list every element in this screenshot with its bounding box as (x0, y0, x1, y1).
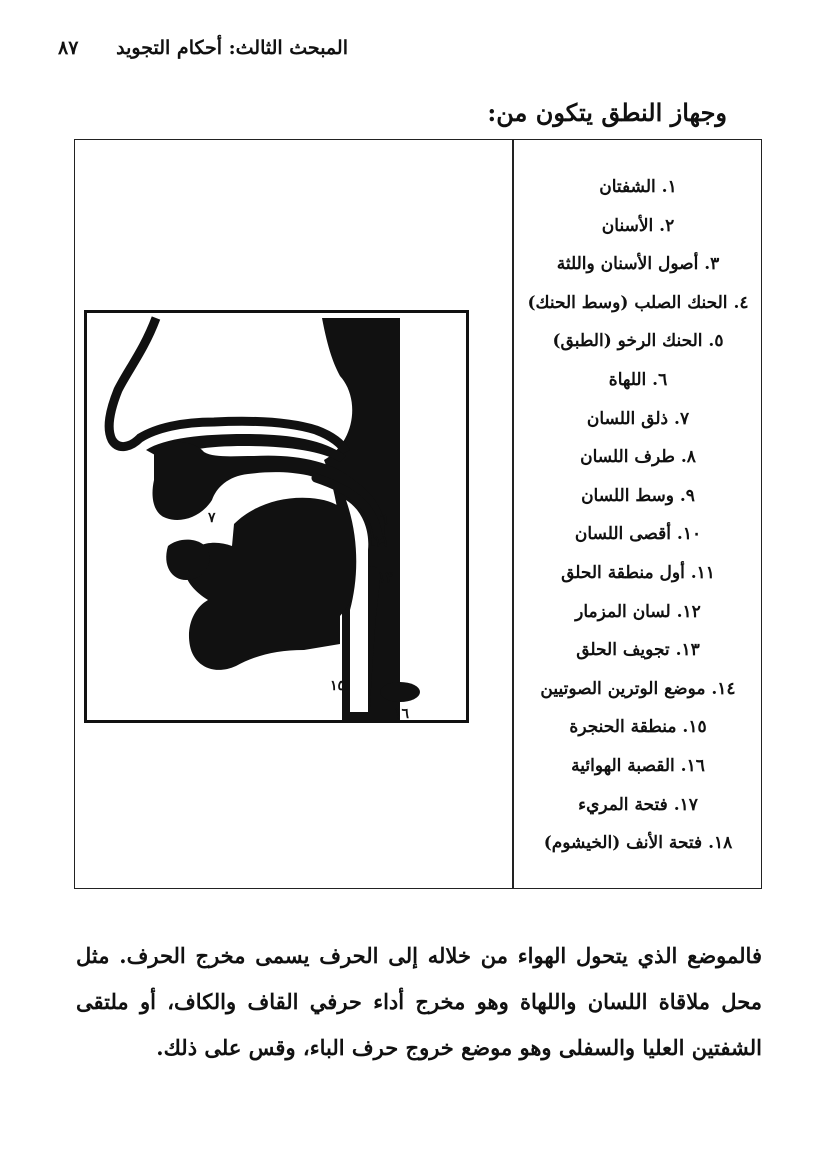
list-item: ٦. اللهاة (608, 369, 668, 390)
label-7: ٧ (208, 510, 216, 526)
page-header (58, 30, 348, 66)
list-item: ٢. الأسنان (601, 215, 675, 236)
list-item: ١٤. موضع الوترين الصوتيين (540, 678, 736, 699)
list-item: ٤. الحنك الصلب (وسط الحنك) (527, 292, 749, 313)
speech-organs-list (515, 168, 761, 863)
column-divider (512, 140, 514, 888)
list-item: ١٣. تجويف الحلق (576, 640, 700, 661)
list-item: ١٢. لسان المزمار (575, 601, 701, 622)
figure-box (74, 139, 762, 889)
list-item: ٥. الحنك الرخو (الطبق) (552, 331, 724, 352)
list-item: ١٧. فتحة المريء (578, 794, 698, 815)
body-paragraph: فالموضع الذي يتحول الهواء من خلاله إلى الحرف يسمى مخرج الحرف. مثل محل ملاقاة اللسان واللهاة وهو مخرج أداء حرفي القاف والكاف، أو ملتقى الشفتين العليا والسفلى وهو موضع خروج حرف الباء، وقس على ذلك. (76, 943, 762, 1060)
intro-line: وجهاز النطق يتكون من: (487, 98, 727, 127)
list-item: ١٦. القصبة الهوائية (571, 755, 705, 776)
list-item: ١١. أول منطقة الحلق (561, 562, 715, 583)
list-item: ٨. طرف اللسان (580, 447, 696, 468)
vocal-tract-diagram (84, 310, 469, 723)
list-item: ٩. وسط اللسان (581, 485, 695, 506)
list-item: ١. الشفتان (599, 177, 677, 197)
list-item: ١٨. فتحة الأنف (الخيشوم) (543, 833, 733, 854)
trachea-opening (380, 682, 420, 702)
list-item: ٣. أصول الأسنان واللثة (556, 254, 720, 275)
list-item: ٧. ذلق اللسان (586, 408, 690, 429)
section-title: المبحث الثالث: أحكام التجويد (116, 37, 348, 59)
label-16: ١٦ (394, 706, 410, 722)
list-item: ١٠. أقصى اللسان (574, 524, 702, 545)
label-11: ١١ (374, 534, 390, 550)
page-number: ٨٧ (58, 37, 79, 59)
label-6: ٦ (380, 512, 388, 528)
label-15: ١٥ (330, 678, 346, 694)
label-13: ١٣ (378, 570, 394, 586)
list-item: ١٥. منطقة الحنجرة (569, 717, 707, 738)
